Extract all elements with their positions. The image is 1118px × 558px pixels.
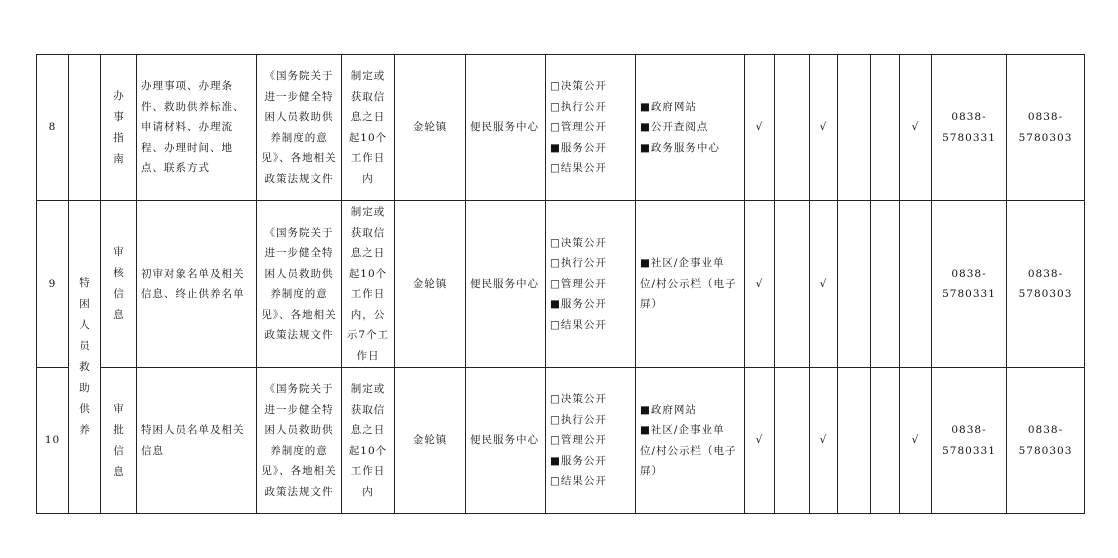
subject-cell: 金轮镇 <box>395 368 466 514</box>
mark-cell <box>871 55 900 201</box>
mark-cell <box>871 368 900 514</box>
channel-org-cell: 便民服务中心 <box>466 55 546 201</box>
item-cell <box>101 201 137 368</box>
mark-cell <box>775 55 810 201</box>
carrier-cell: ■政府网站 ■公开查阅点 ■政务服务中心 <box>636 55 745 201</box>
row-number: 8 <box>37 55 69 201</box>
item-label: 审核信息 <box>113 246 124 321</box>
phone-cell: 0838-5780331 <box>932 201 1007 368</box>
mark-cell <box>775 201 810 368</box>
phone-cell: 0838-5780303 <box>1007 368 1085 514</box>
mark-cell: √ <box>810 368 838 514</box>
content-cell: 特困人员名单及相关信息 <box>137 368 257 514</box>
phone-cell: 0838-5780331 <box>932 55 1007 201</box>
deadline-cell: 制定或获取信息之日起10个工作日内 <box>342 368 395 514</box>
channel-org-cell: 便民服务中心 <box>466 368 546 514</box>
mark-cell: √ <box>810 55 838 201</box>
content-cell: 办理事项、办理条件、救助供养标准、申请材料、办理流程、办理时间、地点、联系方式 <box>137 55 257 201</box>
category-label: 特困人员救助供养 <box>79 277 90 436</box>
carrier-cell: ■政府网站 ■社区/企事业单位/村公示栏（电子屏） <box>636 368 745 514</box>
disclosure-type-cell: □决策公开 □执行公开 □管理公开 ■服务公开 □结果公开 <box>546 368 636 514</box>
disclosure-table <box>36 54 1085 514</box>
carrier-cell: ■社区/企事业单位/村公示栏（电子屏） <box>636 201 745 368</box>
disclosure-type-cell: □决策公开 □执行公开 □管理公开 ■服务公开 □结果公开 <box>546 201 636 368</box>
mark-cell: √ <box>900 55 932 201</box>
mark-cell: √ <box>745 368 775 514</box>
channel-org-cell: 便民服务中心 <box>466 201 546 368</box>
category-cell-empty <box>69 55 101 201</box>
mark-cell: √ <box>745 55 775 201</box>
mark-cell <box>871 201 900 368</box>
item-label: 办事指南 <box>113 89 124 165</box>
item-cell <box>101 55 137 201</box>
content-cell: 初审对象名单及相关信息、终止供养名单 <box>137 201 257 368</box>
table-row <box>37 55 1085 201</box>
mark-cell <box>838 55 871 201</box>
row-number: 10 <box>37 368 69 514</box>
deadline-cell: 制定或获取信息之日起10个工作日内 <box>342 55 395 201</box>
phone-cell: 0838-5780303 <box>1007 55 1085 201</box>
table-row <box>37 201 1085 368</box>
subject-cell: 金轮镇 <box>395 55 466 201</box>
mark-cell: √ <box>900 368 932 514</box>
mark-cell: √ <box>810 201 838 368</box>
phone-cell: 0838-5780303 <box>1007 201 1085 368</box>
disclosure-type-cell: □决策公开 □执行公开 □管理公开 ■服务公开 □结果公开 <box>546 55 636 201</box>
phone-cell: 0838-5780331 <box>932 368 1007 514</box>
category-cell <box>69 201 101 514</box>
table-row <box>37 368 1085 514</box>
basis-cell: 《国务院关于进一步健全特困人员救助供养制度的意见》、各地相关政策法规文件 <box>257 368 342 514</box>
mark-cell <box>900 201 932 368</box>
mark-cell <box>775 368 810 514</box>
mark-cell <box>838 368 871 514</box>
mark-cell <box>838 201 871 368</box>
mark-cell: √ <box>745 201 775 368</box>
deadline-cell: 制定或获取信息之日起10个工作日内，公示7个工作日 <box>342 201 395 368</box>
item-label: 审批信息 <box>113 402 124 478</box>
subject-cell: 金轮镇 <box>395 201 466 368</box>
item-cell <box>101 368 137 514</box>
basis-cell: 《国务院关于进一步健全特困人员救助供养制度的意见》、各地相关政策法规文件 <box>257 55 342 201</box>
row-number: 9 <box>37 201 69 368</box>
basis-cell: 《国务院关于进一步健全特困人员救助供养制度的意见》、各地相关政策法规文件 <box>257 201 342 368</box>
